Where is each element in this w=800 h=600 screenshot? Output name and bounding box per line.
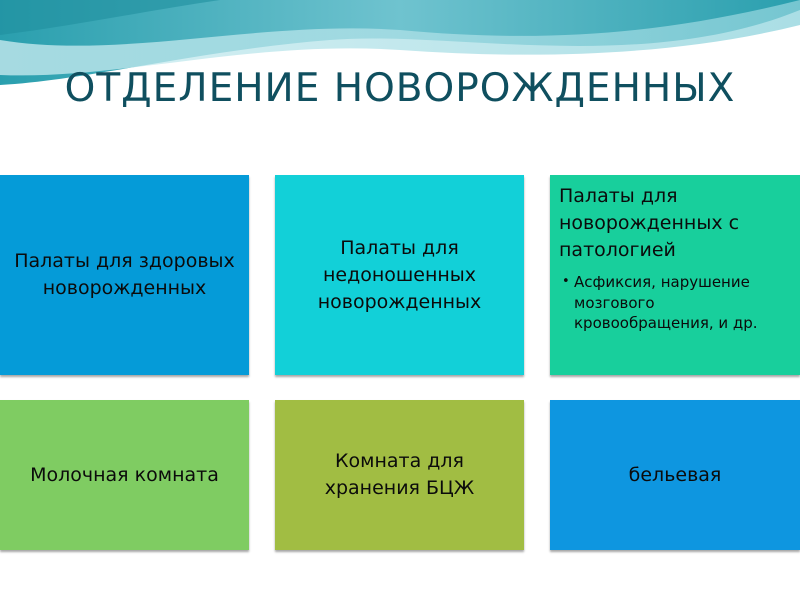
- box-milk-room-label: Молочная комната: [30, 463, 219, 486]
- box-healthy-wards: [0, 175, 249, 375]
- pathology-bullet-item: • Асфиксия, нарушение мозгового кровообращения, и др.: [574, 272, 774, 334]
- box-pathology-wards: [550, 175, 800, 375]
- box-bcg-storage: [275, 400, 524, 550]
- box-linen-room-label: бельевая: [628, 463, 722, 486]
- box-healthy-wards-label: Палаты для здоровых новорожденных: [14, 250, 235, 299]
- box-milk-room: [0, 400, 249, 550]
- box-premature-wards-label: Палаты для недоношенных новорожденных: [317, 236, 482, 313]
- box-pathology-heading: Палаты для новорожденных с патологией: [559, 185, 740, 261]
- box-linen-room: [550, 400, 800, 550]
- pathology-bullet-list: [559, 272, 800, 334]
- box-premature-wards: [275, 175, 524, 375]
- box-bcg-storage-label: Комната для хранения БЦЖ: [324, 450, 475, 499]
- page-title: ОТДЕЛЕНИЕ НОВОРОЖДЕННЫХ: [64, 66, 736, 111]
